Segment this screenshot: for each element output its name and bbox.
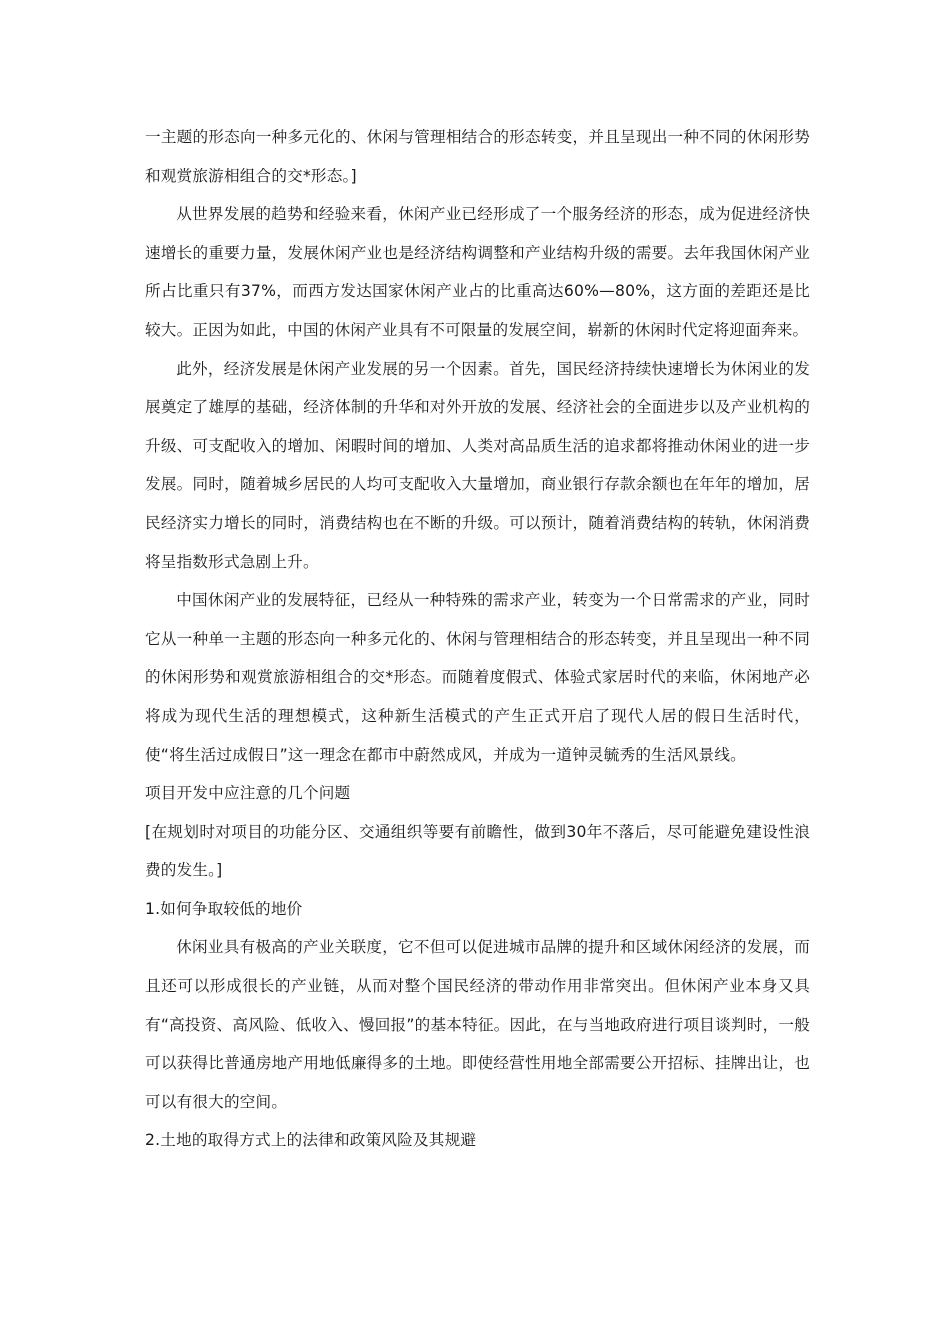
subheading-land-price: 1.如何争取较低的地价 <box>145 899 303 918</box>
subheading-land-acquisition-risk: 2.土地的取得方式上的法律和政策风险及其规避 <box>145 1131 477 1150</box>
bracket-note: [在规划时对项目的功能分区、交通组织等要有前瞻性，做到30年不落后，尽可能避免建设性浪费的发生。] <box>145 822 810 880</box>
body-paragraph-1: 一主题的形态向一种多元化的、休闲与管理相结合的形态转变，并且呈现出一种不同的休闲形势和观赏旅游相组合的交*形态。] <box>145 128 810 185</box>
body-paragraph-5: 休闲业具有极高的产业关联度，它不但可以促进城市品牌的提升和区域休闲经济的发展，而且还可以形成很长的产业链，从而对整个国民经济的带动作用非常突出。但休闲产业本身又具有“高投资、高风险、低收入、慢回报”的基本特征。因此，在与当地政府进行项目谈判时，一般可以获得比普通房地产用地低廉得多的土地。即使经营性用地全部需要公开招标、挂牌出让，也可以有很大的空间。 <box>145 938 810 1111</box>
body-paragraph-3: 此外，经济发展是休闲产业发展的另一个因素。首先，国民经济持续快速增长为休闲业的发展奠定了雄厚的基础，经济体制的升华和对外开放的发展、经济社会的全面进步以及产业机构的升级、可支配收入的增加、闲暇时间的增加、人类对高品质生活的追求都将推动休闲业的进一步发展。同时，随着城乡居民的人均可支配收入大量增加，商业银行存款余额也在年年的增加，居民经济实力增长的同时，消费结构也在不断的升级。可以预计，随着消费结构的转轨，休闲消费将呈指数形式急剧上升。 <box>145 359 810 571</box>
document-body <box>145 118 810 1160</box>
body-paragraph-4: 中国休闲产业的发展特征，已经从一种特殊的需求产业，转变为一个日常需求的产业，同时它从一种单一主题的形态向一种多元化的、休闲与管理相结合的形态转变，并且呈现出一种不同的休闲形势和观赏旅游相组合的交*形态。而随着度假式、体验式家居时代的来临，休闲地产必将成为现代生活的理想模式，这种新生活模式的产生正式开启了现代人居的假日生活时代，使“将生活过成假日”这一理念在都市中蔚然成风，并成为一道钟灵毓秀的生活风景线。 <box>145 591 810 764</box>
section-heading-issues: 项目开发中应注意的几个问题 <box>145 784 351 803</box>
body-paragraph-2: 从世界发展的趋势和经验来看，休闲产业已经形成了一个服务经济的形态，成为促进经济快速增长的重要力量，发展休闲产业也是经济结构调整和产业结构升级的需要。去年我国休闲产业所占比重只有37%，而西方发达国家休闲产业占的比重高达60%—80%，这方面的差距还是比较大。正因为如此，中国的休闲产业具有不可限量的发展空间，崭新的休闲时代定将迎面奔来。 <box>145 205 810 339</box>
